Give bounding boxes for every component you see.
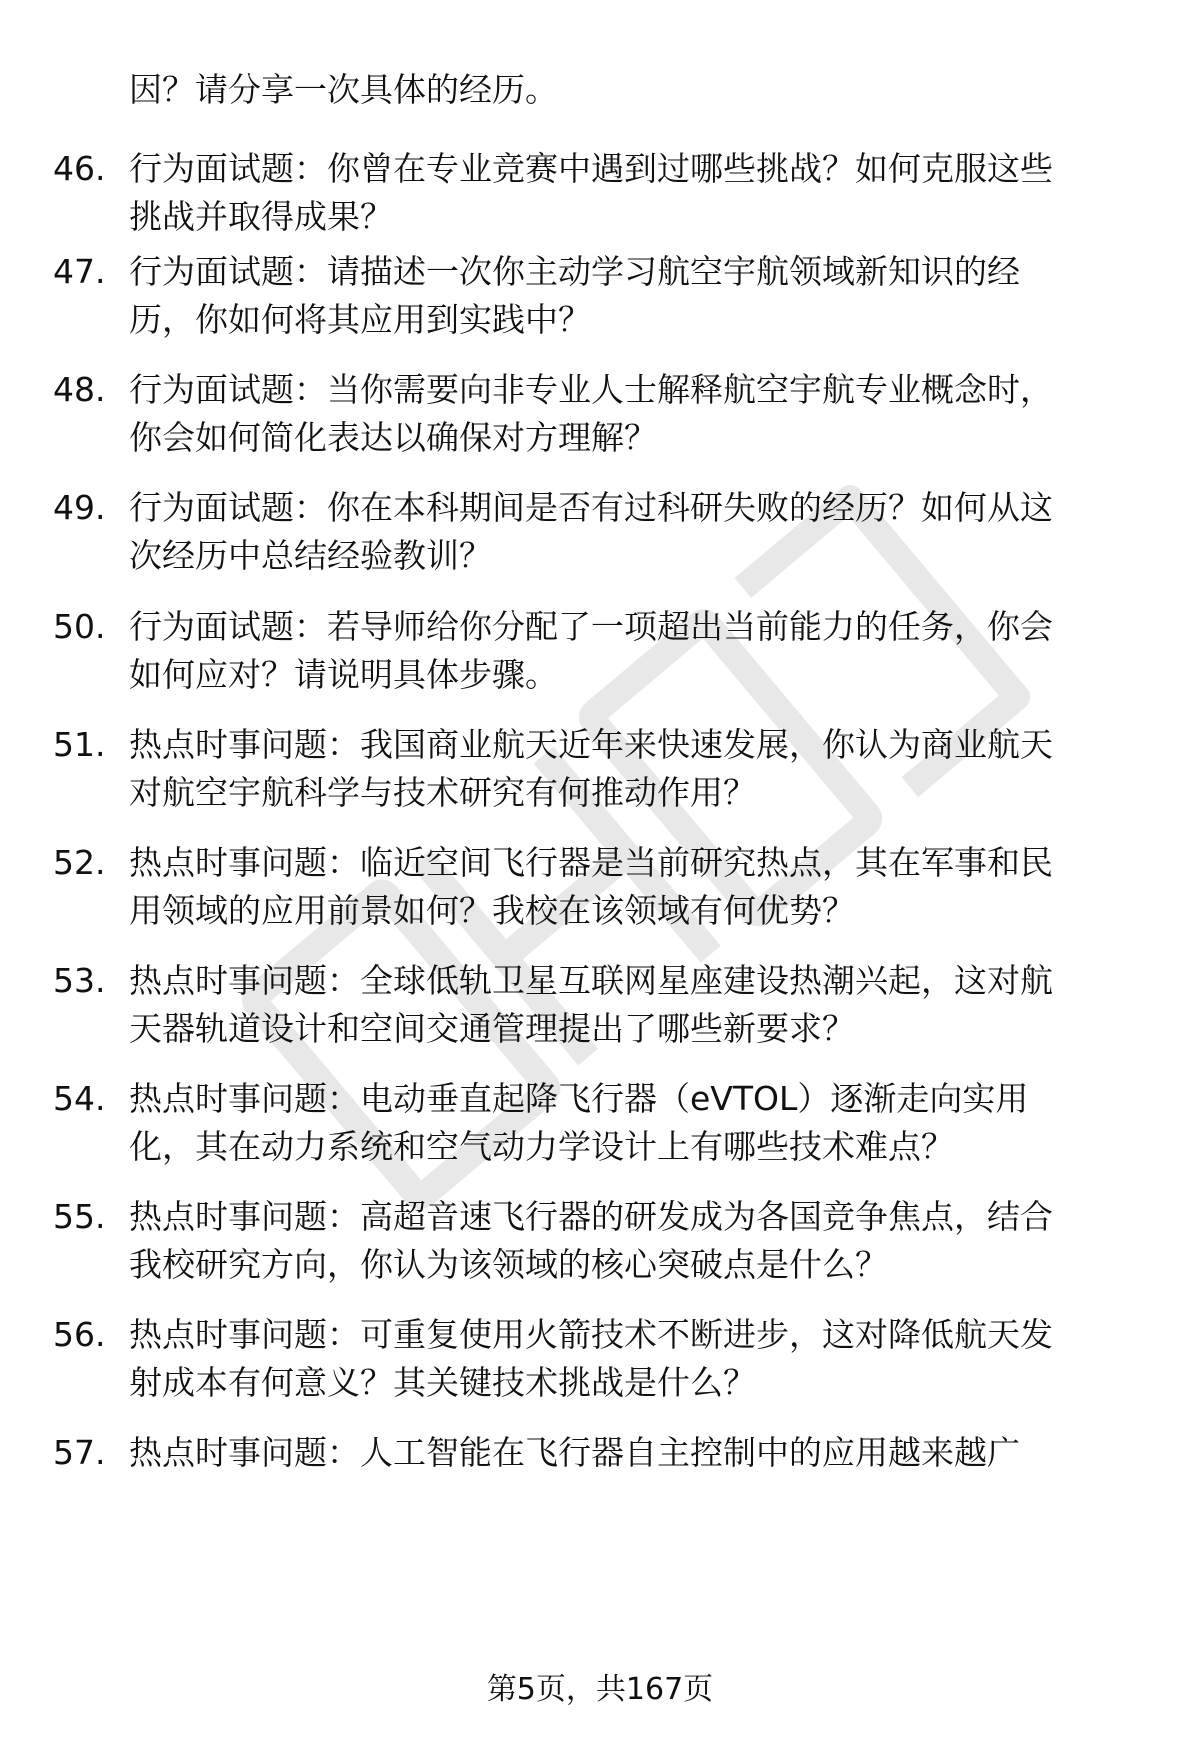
item-number: 56. <box>53 1315 106 1354</box>
list-item <box>0 145 1200 245</box>
item-number: 52. <box>53 843 106 882</box>
list-item <box>0 603 1200 703</box>
item-text <box>129 484 1139 580</box>
item-line: 热点时事问题：高超音速飞行器的研发成为各国竞争焦点，结合 <box>129 1197 1053 1236</box>
item-line: 次经历中总结经验教训？ <box>129 536 492 575</box>
item-text <box>129 1075 1139 1171</box>
list-item <box>0 484 1200 584</box>
list-item <box>0 1311 1200 1411</box>
list-item <box>0 366 1200 466</box>
item-number: 57. <box>53 1433 106 1472</box>
item-line: 行为面试题：你曾在专业竞赛中遇到过哪些挑战？如何克服这些 <box>129 149 1053 188</box>
item-number: 51. <box>53 725 106 764</box>
item-number: 47. <box>53 252 106 291</box>
item-line: 热点时事问题：可重复使用火箭技术不断进步，这对降低航天发 <box>129 1315 1053 1354</box>
item-number: 46. <box>53 149 106 188</box>
item-line: 天器轨道设计和空间交通管理提出了哪些新要求？ <box>129 1009 855 1048</box>
item-text <box>129 145 1139 241</box>
item-line: 热点时事问题：全球低轨卫星互联网星座建设热潮兴起，这对航 <box>129 961 1053 1000</box>
item-line: 行为面试题：你在本科期间是否有过科研失败的经历？如何从这 <box>129 488 1053 527</box>
list-item <box>0 1193 1200 1293</box>
item-line: 你会如何简化表达以确保对方理解？ <box>129 418 657 457</box>
item-text <box>129 721 1139 817</box>
item-number: 54. <box>53 1079 106 1118</box>
list-item <box>0 248 1200 348</box>
item-line: 如何应对？请说明具体步骤。 <box>129 655 558 694</box>
page-footer: 第5页，共167页 <box>486 1672 714 1707</box>
item-text <box>129 1193 1139 1289</box>
item-text <box>129 1429 1139 1477</box>
item-line: 热点时事问题：临近空间飞行器是当前研究热点，其在军事和民 <box>129 843 1053 882</box>
item-line: 热点时事问题：电动垂直起降飞行器（eVTOL）逐渐走向实用 <box>129 1079 1029 1118</box>
item-line: 挑战并取得成果？ <box>129 197 393 236</box>
list-item <box>0 1429 1200 1529</box>
item-line: 用领域的应用前景如何？我校在该领域有何优势？ <box>129 891 855 930</box>
list-item <box>0 839 1200 939</box>
item-text <box>129 957 1139 1053</box>
item-line: 行为面试题：若导师给你分配了一项超出当前能力的任务，你会 <box>129 607 1053 646</box>
item-number: 48. <box>53 370 106 409</box>
item-line: 我校研究方向，你认为该领域的核心突破点是什么？ <box>129 1245 888 1284</box>
item-line: 行为面试题：请描述一次你主动学习航空宇航领域新知识的经 <box>129 252 1020 291</box>
item-number: 53. <box>53 961 106 1000</box>
item-text <box>129 603 1139 699</box>
continuation-text: 因？请分享一次具体的经历。 <box>129 70 558 109</box>
item-line: 射成本有何意义？其关键技术挑战是什么？ <box>129 1363 756 1402</box>
item-text <box>129 248 1139 344</box>
item-line: 对航空宇航科学与技术研究有何推动作用？ <box>129 773 756 812</box>
list-item <box>0 957 1200 1057</box>
list-item <box>0 721 1200 821</box>
list-item <box>0 1075 1200 1175</box>
item-line: 化，其在动力系统和空气动力学设计上有哪些技术难点？ <box>129 1127 954 1166</box>
item-line: 行为面试题：当你需要向非专业人士解释航空宇航专业概念时， <box>129 370 1053 409</box>
item-number: 55. <box>53 1197 106 1236</box>
item-text <box>129 839 1139 935</box>
item-line: 历，你如何将其应用到实践中？ <box>129 300 591 339</box>
item-number: 50. <box>53 607 106 646</box>
item-text <box>129 1311 1139 1407</box>
item-line: 热点时事问题：我国商业航天近年来快速发展，你认为商业航天 <box>129 725 1053 764</box>
item-number: 49. <box>53 488 106 527</box>
item-line: 热点时事问题：人工智能在飞行器自主控制中的应用越来越广 <box>129 1433 1020 1472</box>
item-text <box>129 366 1139 462</box>
